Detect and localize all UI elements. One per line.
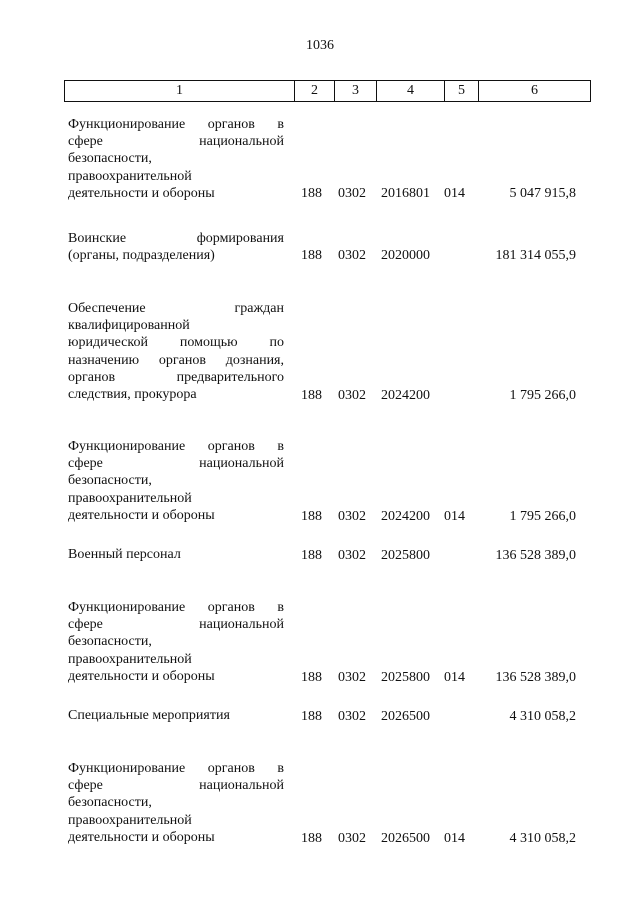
row-amount: 1 795 266,0 — [509, 508, 576, 524]
row-code-agency: 188 — [301, 708, 322, 724]
row-amount: 1 795 266,0 — [509, 387, 576, 403]
row-code-section: 0302 — [338, 830, 366, 846]
row-amount: 181 314 055,9 — [495, 247, 576, 263]
row-code-article: 2024200 — [381, 508, 430, 524]
row-code-section: 0302 — [338, 247, 366, 263]
row-code-article: 2020000 — [381, 247, 430, 263]
row-code-section: 0302 — [338, 669, 366, 685]
row-code-article: 2025800 — [381, 547, 430, 563]
row-code-agency: 188 — [301, 669, 322, 685]
row-code-section: 0302 — [338, 185, 366, 201]
table-row — [0, 226, 640, 264]
table-row — [0, 434, 640, 525]
column-header-2: 2 — [295, 81, 335, 102]
row-code-expense: 014 — [444, 669, 465, 685]
column-header-6: 6 — [479, 81, 591, 102]
row-amount: 4 310 058,2 — [509, 830, 576, 846]
row-code-expense: 014 — [444, 830, 465, 846]
row-code-section: 0302 — [338, 547, 366, 563]
table-row — [0, 596, 640, 686]
column-header-1: 1 — [65, 81, 295, 102]
row-description: Воинские формирования (органы, подразделения) — [68, 231, 284, 264]
row-description: Функционирование органов в сфере национальной безопасности, правоохранительной деятельности и обороны — [68, 117, 284, 201]
table-row — [0, 110, 640, 202]
row-code-article: 2026500 — [381, 708, 430, 724]
row-code-section: 0302 — [338, 708, 366, 724]
row-amount: 136 528 389,0 — [495, 547, 576, 563]
table-row — [0, 757, 640, 847]
row-code-expense: 014 — [444, 185, 465, 201]
row-amount: 4 310 058,2 — [509, 708, 576, 724]
row-code-agency: 188 — [301, 387, 322, 403]
row-description: Военный персонал — [68, 547, 181, 562]
table-row — [0, 296, 640, 404]
column-header-5: 5 — [445, 81, 479, 102]
row-description: Функционирование органов в сфере национальной безопасности, правоохранительной деятельности и обороны — [68, 439, 284, 523]
row-code-agency: 188 — [301, 508, 322, 524]
table-row — [0, 705, 640, 725]
row-code-agency: 188 — [301, 547, 322, 563]
row-amount: 5 047 915,8 — [509, 185, 576, 201]
row-code-agency: 188 — [301, 830, 322, 846]
row-description: Функционирование органов в сфере национальной безопасности, правоохранительной деятельности и обороны — [68, 600, 284, 684]
column-header-row — [65, 81, 591, 102]
row-code-agency: 188 — [301, 247, 322, 263]
column-header-3: 3 — [335, 81, 377, 102]
row-code-expense: 014 — [444, 508, 465, 524]
row-code-section: 0302 — [338, 387, 366, 403]
table-row — [0, 544, 640, 564]
page-number: 1036 — [306, 38, 334, 53]
row-description: Специальные мероприятия — [68, 708, 230, 723]
row-description: Функционирование органов в сфере национальной безопасности, правоохранительной деятельности и обороны — [68, 761, 284, 845]
row-amount: 136 528 389,0 — [495, 669, 576, 685]
row-code-article: 2016801 — [381, 185, 430, 201]
column-header-table — [64, 80, 591, 102]
row-code-agency: 188 — [301, 185, 322, 201]
row-code-article: 2026500 — [381, 830, 430, 846]
row-code-section: 0302 — [338, 508, 366, 524]
column-header-4: 4 — [377, 81, 445, 102]
row-code-article: 2024200 — [381, 387, 430, 403]
row-description: Обеспечение граждан квалифицированной юридической помощью по назначению органов дознания, органов предварительного следствия, прокурора — [68, 301, 284, 403]
row-code-article: 2025800 — [381, 669, 430, 685]
